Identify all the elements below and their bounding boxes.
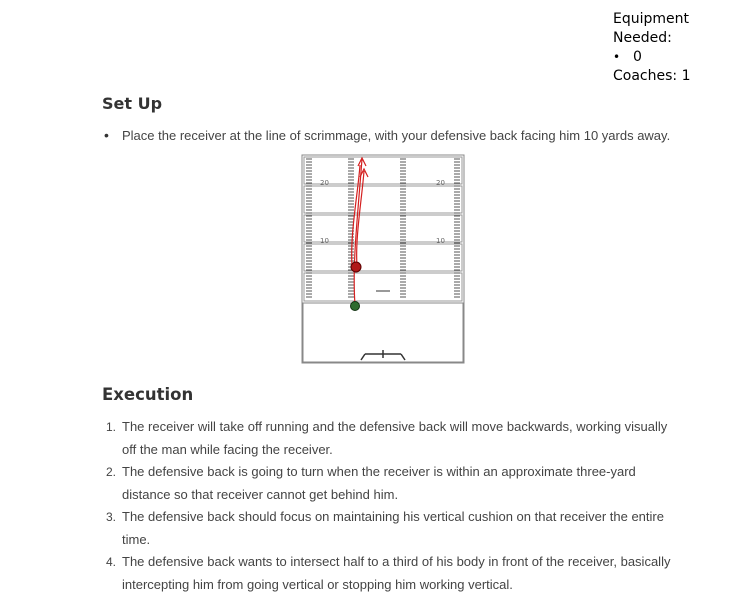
yard-number: 10 [320, 237, 329, 245]
yard-number: 20 [320, 179, 329, 187]
equipment-item [613, 48, 752, 67]
receiver-icon [351, 302, 360, 311]
equipment-item-value: 0 [633, 49, 642, 65]
field-diagram-svg [300, 153, 466, 365]
drill-diagram [300, 153, 466, 365]
execution-step [102, 461, 672, 506]
equipment-label: Equipment Needed: [613, 11, 689, 46]
step-text: The defensive back wants to intersect half to a third of his body in front of the receiver, basically intercepting him from going vertical or stopping him working vertical. [122, 554, 671, 592]
setup-heading: Set Up [102, 94, 163, 113]
step-number: 3. [106, 510, 117, 524]
setup-list [102, 126, 670, 145]
step-number: 4. [106, 555, 117, 569]
step-number: 1. [106, 420, 117, 434]
step-text: The defensive back is going to turn when the receiver is within an approximate three-yard distance so that receiver cannot get behind him. [122, 464, 636, 502]
execution-step [102, 506, 672, 551]
yard-number: 20 [436, 179, 445, 187]
execution-heading: Execution [102, 385, 194, 404]
execution-steps [102, 416, 672, 596]
equipment-info [613, 10, 752, 86]
setup-bullet: • Place the receiver at the line of scrimmage, with your defensive back facing him 10 yards away. [102, 126, 670, 145]
bullet-icon: • [613, 50, 621, 64]
step-text: The receiver will take off running and the defensive back will move backwards, working visually off the man while facing the receiver. [122, 419, 668, 457]
yard-number: 10 [436, 237, 445, 245]
defender-icon [351, 262, 361, 272]
coaches-count: Coaches: 1 [613, 68, 691, 84]
step-text: The defensive back should focus on maintaining his vertical cushion on that receiver the entire time. [122, 509, 664, 547]
execution-step [102, 416, 672, 461]
step-number: 2. [106, 465, 117, 479]
execution-step [102, 551, 672, 596]
